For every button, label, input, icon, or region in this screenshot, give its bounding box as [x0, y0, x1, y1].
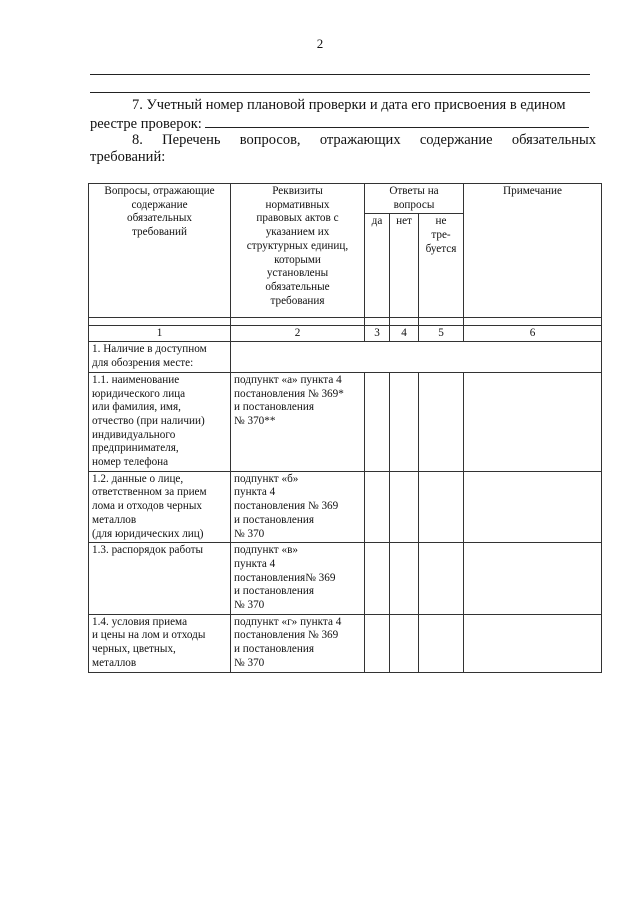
question-cell: 1.1. наименование юридического лица или фамилия, имя, отчество (при наличии) индивидуального предпринимателя, номер телефона [89, 372, 231, 471]
table-row [89, 471, 602, 543]
requirements-table [88, 183, 602, 673]
table-row [89, 372, 602, 471]
item-8-line-1: 8. Перечень вопросов, отражающих содержание обязательных [132, 132, 596, 148]
column-number: 1 [89, 326, 231, 342]
header-yes: да [365, 214, 390, 318]
note-cell[interactable] [464, 614, 602, 672]
answer-yes-cell[interactable] [365, 614, 390, 672]
note-cell[interactable] [464, 543, 602, 615]
blank-line-2 [90, 92, 590, 93]
table-row [89, 543, 602, 615]
section-title: 1. Наличие в доступном для обозрения месте: [89, 342, 231, 372]
requisites-cell: подпункт «г» пункта 4 постановления № 369 и постановления № 370 [231, 614, 365, 672]
registry-number-field[interactable] [205, 114, 589, 128]
question-cell: 1.4. условия приема и цены на лом и отходы черных, цветных, металлов [89, 614, 231, 672]
column-number: 5 [419, 326, 464, 342]
answer-no-cell[interactable] [390, 543, 419, 615]
header-questions: Вопросы, отражающие содержание обязательных требований [89, 184, 231, 318]
column-number-row [89, 326, 602, 342]
header-no: нет [390, 214, 419, 318]
header-not-required: не тре- буется [419, 214, 464, 318]
note-cell[interactable] [464, 372, 602, 471]
item-8-paragraph [90, 132, 596, 166]
question-cell: 1.3. распорядок работы [89, 543, 231, 615]
header-answers: Ответы на вопросы [365, 184, 464, 214]
section-row [89, 342, 602, 372]
question-cell: 1.2. данные о лице, ответственном за прием лома и отходов черных металлов (для юридических лиц) [89, 471, 231, 543]
item-8-line-2: требований: [90, 149, 166, 165]
requisites-cell: подпункт «в» пункта 4 постановления№ 369 и постановления № 370 [231, 543, 365, 615]
item-7-line-2: реестре проверок: [90, 114, 596, 133]
answer-yes-cell[interactable] [365, 471, 390, 543]
answer-no-cell[interactable] [390, 614, 419, 672]
section-empty-cell [231, 342, 602, 372]
header-note: Примечание [464, 184, 602, 318]
answer-not-required-cell[interactable] [419, 543, 464, 615]
answer-no-cell[interactable] [390, 471, 419, 543]
answer-yes-cell[interactable] [365, 372, 390, 471]
answer-yes-cell[interactable] [365, 543, 390, 615]
requisites-cell: подпункт «б» пункта 4 постановления № 369 и постановления № 370 [231, 471, 365, 543]
blank-line-1 [90, 74, 590, 75]
table-row [89, 614, 602, 672]
note-cell[interactable] [464, 471, 602, 543]
column-number: 3 [365, 326, 390, 342]
column-number: 6 [464, 326, 602, 342]
header-requisites: Реквизиты нормативных правовых актов с указанием их структурных единиц, которыми установлены обязательные требования [231, 184, 365, 318]
column-number: 4 [390, 326, 419, 342]
page-number: 2 [316, 36, 324, 51]
requisites-cell: подпункт «а» пункта 4 постановления № 369* и постановления № 370** [231, 372, 365, 471]
item-7-paragraph [90, 97, 596, 133]
answer-not-required-cell[interactable] [419, 471, 464, 543]
header-spacer-row [89, 318, 602, 326]
item-7-line-1: 7. Учетный номер плановой проверки и дата его присвоения в едином [132, 97, 566, 113]
header-row-1 [89, 184, 602, 214]
answer-not-required-cell[interactable] [419, 614, 464, 672]
answer-not-required-cell[interactable] [419, 372, 464, 471]
answer-no-cell[interactable] [390, 372, 419, 471]
column-number: 2 [231, 326, 365, 342]
